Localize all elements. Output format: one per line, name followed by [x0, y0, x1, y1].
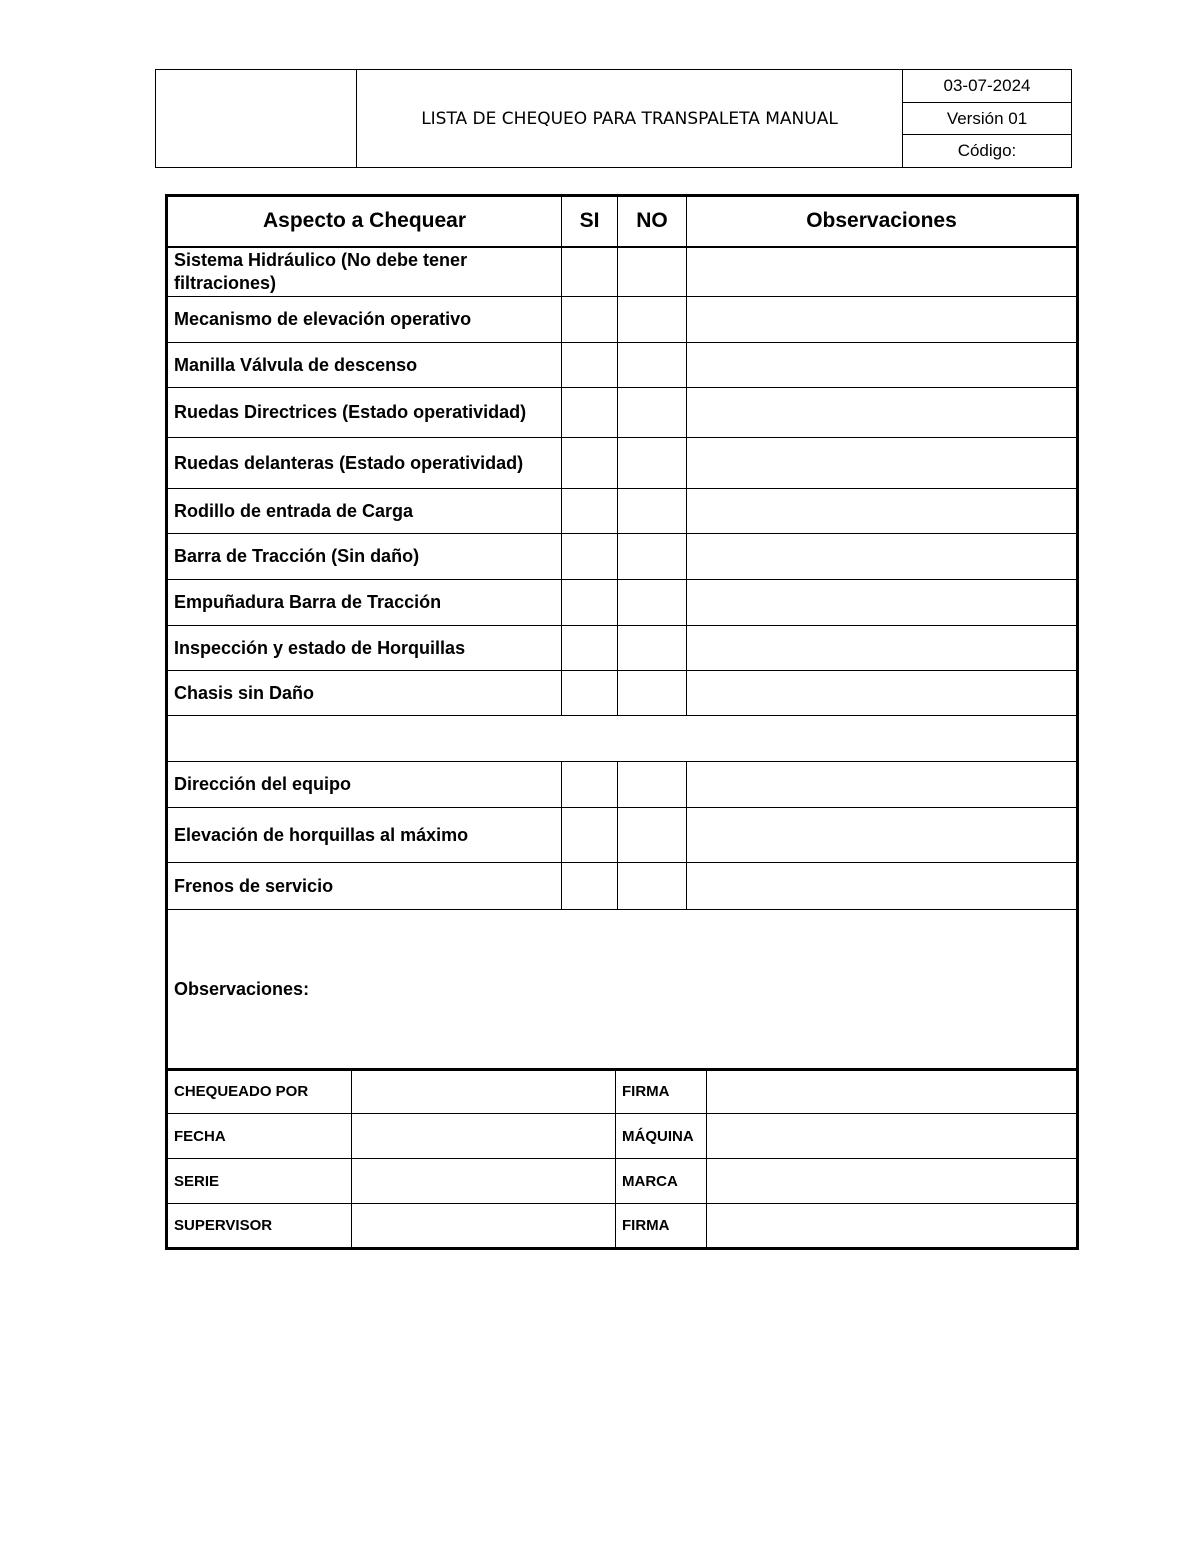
observation-cell[interactable] [687, 762, 1078, 808]
table-row [167, 762, 1078, 808]
machine-field[interactable] [707, 1114, 1078, 1159]
check-item-label: Rodillo de entrada de Carga [167, 489, 562, 534]
supervisor-label: SUPERVISOR [167, 1204, 352, 1249]
check-item-label: Mecanismo de elevación operativo [167, 297, 562, 343]
observation-cell[interactable] [687, 626, 1078, 671]
observation-cell[interactable] [687, 534, 1078, 580]
no-checkbox-cell[interactable] [618, 671, 687, 716]
si-checkbox-cell[interactable] [562, 438, 618, 489]
table-row [167, 534, 1078, 580]
brand-field[interactable] [707, 1159, 1078, 1204]
si-checkbox-cell[interactable] [562, 626, 618, 671]
date-label: FECHA [167, 1114, 352, 1159]
check-item-label: Manilla Válvula de descenso [167, 343, 562, 388]
si-checkbox-cell[interactable] [562, 863, 618, 910]
document-header [155, 69, 1072, 168]
supervisor-signature-field[interactable] [707, 1204, 1078, 1249]
check-item-label: Elevación de horquillas al máximo [167, 808, 562, 863]
si-checkbox-cell[interactable] [562, 762, 618, 808]
si-checkbox-cell[interactable] [562, 297, 618, 343]
observations-row [167, 910, 1078, 1070]
check-item-label: Sistema Hidráulico (No debe tener filtraciones) [167, 247, 562, 297]
table-row [167, 863, 1078, 910]
observation-cell[interactable] [687, 388, 1078, 438]
document-title: LISTA DE CHEQUEO PARA TRANSPALETA MANUAL [357, 70, 903, 167]
table-row [167, 489, 1078, 534]
table-row [167, 1069, 1078, 1114]
checked-by-label: CHEQUEADO POR [167, 1069, 352, 1114]
no-checkbox-cell[interactable] [618, 580, 687, 626]
no-checkbox-cell[interactable] [618, 626, 687, 671]
table-row [167, 1204, 1078, 1249]
no-checkbox-cell[interactable] [618, 343, 687, 388]
serial-label: SERIE [167, 1159, 352, 1204]
no-checkbox-cell[interactable] [618, 762, 687, 808]
no-checkbox-cell[interactable] [618, 297, 687, 343]
machine-label: MÁQUINA [616, 1114, 707, 1159]
check-item-label: Ruedas delanteras (Estado operatividad) [167, 438, 562, 489]
no-checkbox-cell[interactable] [618, 247, 687, 297]
serial-field[interactable] [352, 1159, 616, 1204]
table-row [167, 580, 1078, 626]
document-version: Versión 01 [903, 103, 1071, 136]
si-checkbox-cell[interactable] [562, 671, 618, 716]
no-checkbox-cell[interactable] [618, 489, 687, 534]
si-checkbox-cell[interactable] [562, 343, 618, 388]
si-checkbox-cell[interactable] [562, 580, 618, 626]
no-checkbox-cell[interactable] [618, 863, 687, 910]
observation-cell[interactable] [687, 489, 1078, 534]
no-checkbox-cell[interactable] [618, 534, 687, 580]
observations-label[interactable]: Observaciones: [167, 910, 1078, 1070]
observation-cell[interactable] [687, 580, 1078, 626]
no-checkbox-cell[interactable] [618, 808, 687, 863]
observation-cell[interactable] [687, 808, 1078, 863]
column-header-si: SI [562, 196, 618, 247]
si-checkbox-cell[interactable] [562, 534, 618, 580]
column-header-aspect: Aspecto a Chequear [167, 196, 562, 247]
spacer-row [167, 716, 1078, 762]
check-item-label: Ruedas Directrices (Estado operatividad) [167, 388, 562, 438]
document-date: 03-07-2024 [903, 70, 1071, 103]
table-row [167, 297, 1078, 343]
observation-cell[interactable] [687, 438, 1078, 489]
signature-label: FIRMA [616, 1069, 707, 1114]
supervisor-signature-label: FIRMA [616, 1204, 707, 1249]
table-row [167, 1114, 1078, 1159]
table-row [167, 626, 1078, 671]
si-checkbox-cell[interactable] [562, 489, 618, 534]
check-item-label: Barra de Tracción (Sin daño) [167, 534, 562, 580]
observation-cell[interactable] [687, 297, 1078, 343]
table-row [167, 247, 1078, 297]
signature-table [165, 1068, 1079, 1250]
check-item-label: Frenos de servicio [167, 863, 562, 910]
check-item-label: Inspección y estado de Horquillas [167, 626, 562, 671]
si-checkbox-cell[interactable] [562, 247, 618, 297]
si-checkbox-cell[interactable] [562, 388, 618, 438]
document-meta [903, 70, 1071, 167]
check-item-label: Empuñadura Barra de Tracción [167, 580, 562, 626]
observation-cell[interactable] [687, 247, 1078, 297]
signature-field[interactable] [707, 1069, 1078, 1114]
column-header-observations: Observaciones [687, 196, 1078, 247]
observation-cell[interactable] [687, 671, 1078, 716]
table-row [167, 808, 1078, 863]
document-code: Código: [957, 141, 1017, 161]
date-field[interactable] [352, 1114, 616, 1159]
table-row [167, 343, 1078, 388]
logo-cell [156, 70, 357, 167]
si-checkbox-cell[interactable] [562, 808, 618, 863]
table-row [167, 1159, 1078, 1204]
brand-label: MARCA [616, 1159, 707, 1204]
table-row [167, 671, 1078, 716]
table-row [167, 388, 1078, 438]
no-checkbox-cell[interactable] [618, 388, 687, 438]
table-row [167, 438, 1078, 489]
column-header-no: NO [618, 196, 687, 247]
check-item-label: Chasis sin Daño [167, 671, 562, 716]
observation-cell[interactable] [687, 343, 1078, 388]
checked-by-field[interactable] [352, 1069, 616, 1114]
observation-cell[interactable] [687, 863, 1078, 910]
blank-row-cell [167, 716, 1078, 762]
checklist-table [165, 194, 1079, 1071]
check-item-label: Dirección del equipo [167, 762, 562, 808]
supervisor-field[interactable] [352, 1204, 616, 1249]
no-checkbox-cell[interactable] [618, 438, 687, 489]
